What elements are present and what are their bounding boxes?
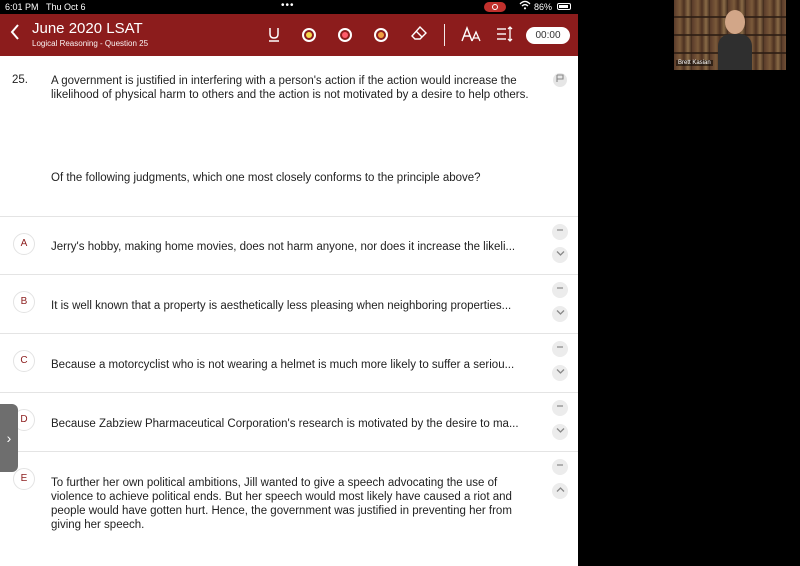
back-chevron-icon[interactable] [10, 22, 20, 46]
eraser-icon[interactable] [410, 26, 428, 44]
battery-icon [557, 3, 571, 10]
side-panel-tab[interactable] [0, 404, 18, 472]
status-day: Thu Oct 6 [46, 2, 86, 12]
choice-letter[interactable]: C [13, 350, 35, 372]
strike-out-icon[interactable] [552, 282, 568, 298]
collapse-chevron-icon[interactable] [552, 483, 568, 499]
question-number: 25. [12, 74, 28, 86]
answer-choice-b[interactable] [0, 274, 578, 334]
choice-text[interactable]: Because Zabziew Pharmaceutical Corporation's research is motivated by the desire to ma... [51, 418, 519, 430]
choice-letter[interactable]: B [13, 291, 35, 313]
font-size-icon[interactable] [460, 26, 482, 44]
battery-percent: 86% [534, 2, 553, 12]
person-body [718, 34, 752, 70]
person-head [725, 10, 745, 34]
webcam-video [674, 0, 786, 70]
answer-choice-e[interactable] [0, 451, 578, 566]
strike-out-icon[interactable] [552, 341, 568, 357]
choice-letter[interactable]: A [13, 233, 35, 255]
question-stem: Of the following judgments, which one most closely conforms to the principle above? [51, 172, 481, 184]
side-panel-chevron-icon: › [6, 430, 12, 446]
line-spacing-icon[interactable] [495, 26, 515, 44]
highlighter-pink-icon[interactable] [338, 28, 352, 42]
question-content [0, 56, 578, 566]
answer-choice-d[interactable] [0, 392, 578, 452]
strike-out-icon[interactable] [552, 400, 568, 416]
choice-text[interactable]: Jerry's hobby, making home movies, does not harm anyone, nor does it increase the likeli... [51, 241, 516, 253]
answer-choice-a[interactable] [0, 216, 578, 275]
status-time: 6:01 PM [5, 2, 39, 12]
webcam-person [718, 10, 752, 70]
choice-text[interactable]: To further her own political ambitions, Jill wanted to give a speech advocating the use of violence to achieve political ends. But her speech would most likely have caused a riot and people would have gotten hurt. Hence, the government was justified in preventing her from giving her speech. [51, 477, 512, 531]
expand-chevron-icon[interactable] [552, 365, 568, 381]
expand-chevron-icon[interactable] [552, 424, 568, 440]
expand-chevron-icon[interactable] [552, 247, 568, 263]
question-subtitle: Logical Reasoning - Question 25 [32, 39, 149, 48]
strike-out-icon[interactable] [552, 224, 568, 240]
multitask-dots-icon[interactable]: ••• [281, 0, 295, 11]
highlighter-orange-icon[interactable] [374, 28, 388, 42]
choice-letter[interactable]: E [13, 468, 35, 490]
underline-tool-icon[interactable] [265, 26, 283, 44]
highlighter-yellow-icon[interactable] [302, 28, 316, 42]
exam-title: June 2020 LSAT [32, 20, 143, 37]
app-header [0, 14, 578, 56]
webcam-name-label: Brett Kasian [678, 60, 711, 66]
answer-choice-c[interactable] [0, 333, 578, 393]
question-stimulus: A government is justified in interfering with a person's action if the action would increase the likelihood of physical harm to others and the action is not motivated by a desire to help others. [51, 75, 529, 101]
expand-chevron-icon[interactable] [552, 306, 568, 322]
timer-button[interactable]: 00:00 [526, 27, 570, 44]
toolbar-divider [444, 24, 445, 46]
flag-icon[interactable] [553, 73, 567, 87]
wifi-icon [519, 0, 531, 14]
choice-letter[interactable]: D [13, 409, 35, 431]
choice-text[interactable]: Because a motorcyclist who is not wearing a helmet is much more likely to suffer a seriou... [51, 359, 515, 371]
strike-out-icon[interactable] [552, 459, 568, 475]
screen-record-icon [484, 2, 506, 12]
status-bar [0, 0, 578, 14]
choice-text[interactable]: It is well known that a property is aesthetically less pleasing when neighboring properties... [51, 300, 512, 312]
